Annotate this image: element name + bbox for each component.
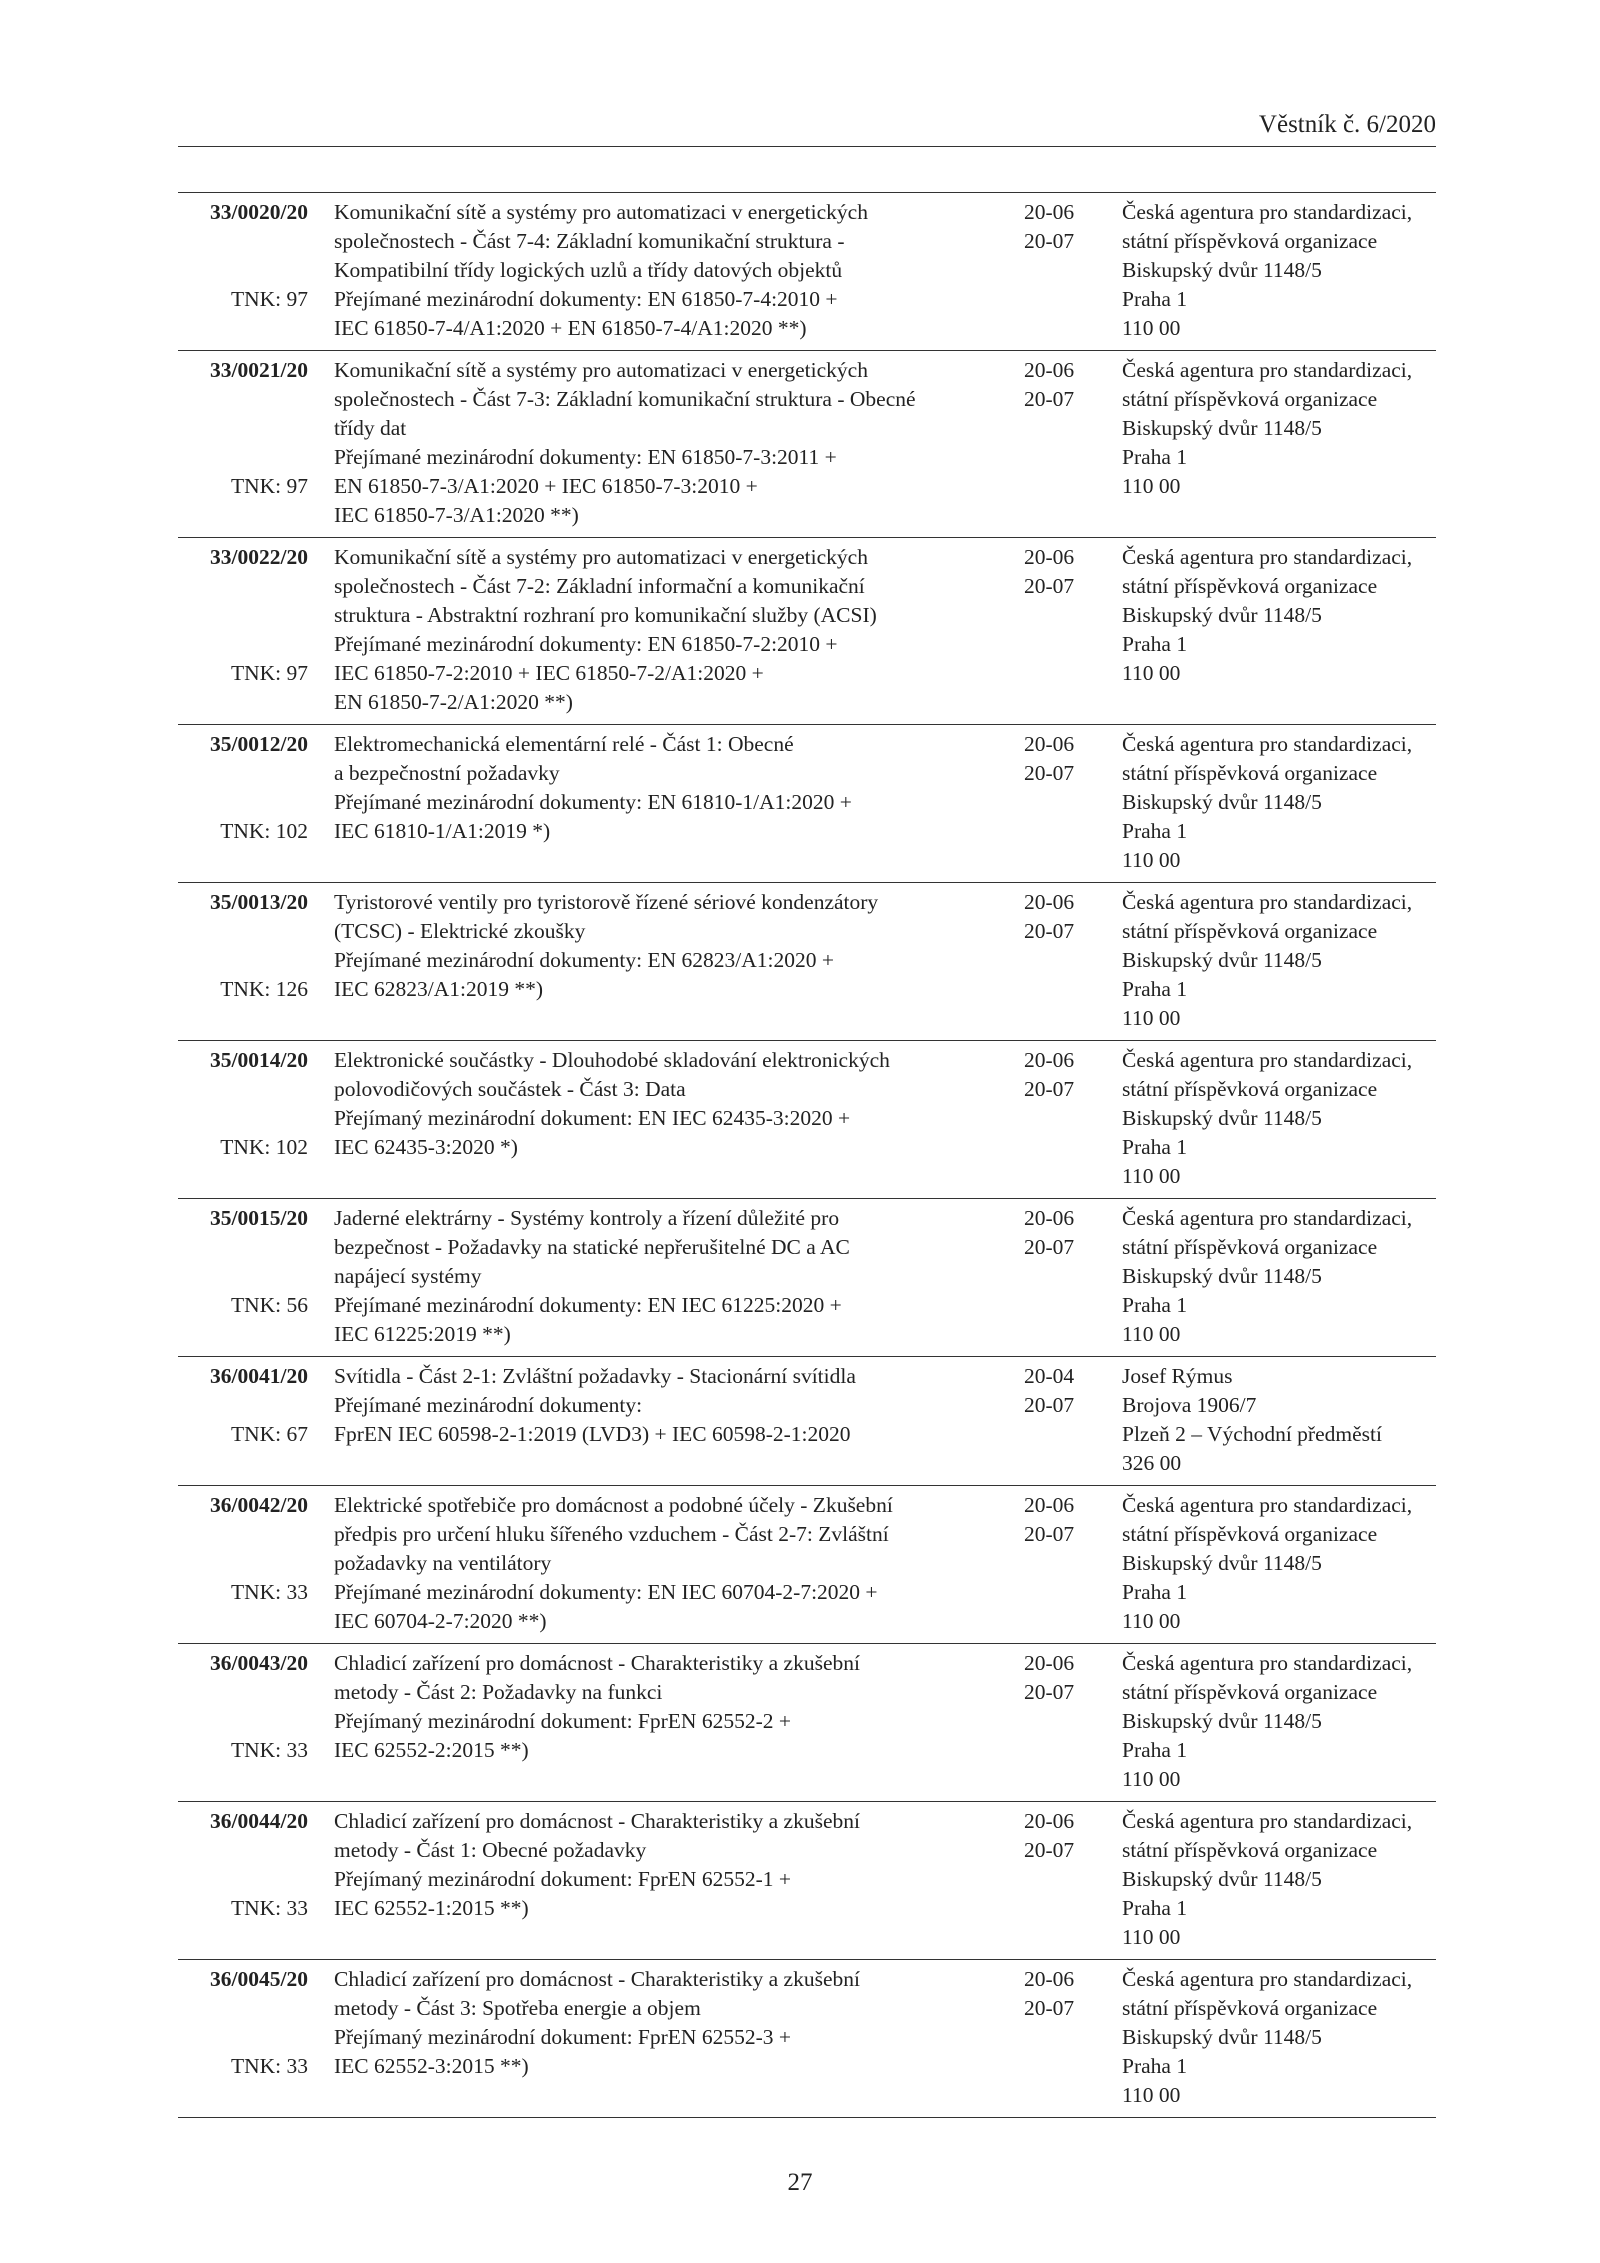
organization-line: státní příspěvková organizace	[1122, 1235, 1378, 1259]
table-row	[178, 1486, 1436, 1644]
description-line: Přejímané mezinárodní dokumenty: EN 61850-7-4:2010 +	[334, 287, 838, 311]
table-row	[178, 193, 1436, 351]
description-line: požadavky na ventilátory	[334, 1551, 552, 1575]
tnk-label: TNK: 126	[220, 977, 308, 1001]
entry-id: 33/0020/20	[210, 200, 308, 224]
tnk-label: TNK: 67	[230, 1422, 308, 1446]
table-row	[178, 1199, 1436, 1357]
organization-line: státní příspěvková organizace	[1122, 1838, 1378, 1862]
description-line: Přejímané mezinárodní dokumenty: EN IEC 60704-2-7:2020 +	[334, 1580, 878, 1604]
organization-line: 110 00	[1122, 316, 1181, 340]
entry-dates	[1024, 1807, 1094, 1952]
date-line: 20-07	[1024, 1077, 1075, 1101]
entry-dates	[1024, 1046, 1094, 1191]
entry-id-cell	[178, 1491, 308, 1636]
description-line: (TCSC) - Elektrické zkoušky	[334, 919, 586, 943]
entry-id: 35/0014/20	[210, 1048, 308, 1072]
description-line: IEC 61810-1/A1:2019 *)	[334, 819, 551, 843]
organization-line: 110 00	[1122, 1322, 1181, 1346]
organization-line: Biskupský dvůr 1148/5	[1122, 790, 1322, 814]
organization-line: Česká agentura pro standardizaci,	[1122, 1206, 1413, 1230]
entry-dates	[1024, 1491, 1094, 1636]
description-line: Přejímané mezinárodní dokumenty: EN 62823/A1:2020 +	[334, 948, 834, 972]
description-line: Přejímané mezinárodní dokumenty:	[334, 1393, 643, 1417]
entry-organization	[1122, 1807, 1436, 1952]
description-line: Elektromechanická elementární relé - Část 1: Obecné	[334, 732, 794, 756]
entry-id: 33/0022/20	[210, 545, 308, 569]
description-line: Kompatibilní třídy logických uzlů a třídy datových objektů	[334, 258, 843, 282]
table-row	[178, 883, 1436, 1041]
entry-id: 36/0043/20	[210, 1651, 308, 1675]
table-row	[178, 725, 1436, 883]
tnk-label: TNK: 33	[230, 1896, 308, 1920]
organization-line: Česká agentura pro standardizaci,	[1122, 358, 1413, 382]
organization-line: 110 00	[1122, 1925, 1181, 1949]
entry-organization	[1122, 1649, 1436, 1794]
entry-id-cell	[178, 1965, 308, 2110]
description-line: Elektrické spotřebiče pro domácnost a podobné účely - Zkušební	[334, 1493, 893, 1517]
entry-dates	[1024, 543, 1094, 717]
organization-line: 110 00	[1122, 1767, 1181, 1791]
description-line: Přejímaný mezinárodní dokument: FprEN 62552-2 +	[334, 1709, 791, 1733]
entry-id-cell	[178, 356, 308, 530]
organization-line: Praha 1	[1122, 445, 1188, 469]
description-line: IEC 61850-7-3/A1:2020 **)	[334, 503, 579, 527]
table-row	[178, 351, 1436, 538]
entry-dates	[1024, 1362, 1094, 1478]
date-line: 20-06	[1024, 1967, 1075, 1991]
entry-id-cell	[178, 888, 308, 1033]
date-line: 20-07	[1024, 1522, 1075, 1546]
tnk-label: TNK: 102	[220, 1135, 308, 1159]
date-line: 20-06	[1024, 200, 1075, 224]
entry-dates	[1024, 198, 1094, 343]
organization-line: Plzeň 2 – Východní předměstí	[1122, 1422, 1382, 1446]
date-line: 20-07	[1024, 387, 1075, 411]
organization-line: státní příspěvková organizace	[1122, 1996, 1378, 2020]
entry-description	[334, 1204, 1024, 1349]
date-line: 20-07	[1024, 1996, 1075, 2020]
page-header-title: Věstník č. 6/2020	[1258, 111, 1436, 138]
entry-id-cell	[178, 1046, 308, 1191]
entry-id: 33/0021/20	[210, 358, 308, 382]
organization-line: Česká agentura pro standardizaci,	[1122, 1493, 1413, 1517]
entry-id-cell	[178, 1649, 308, 1794]
description-line: FprEN IEC 60598-2-1:2019 (LVD3) + IEC 60598-2-1:2020	[334, 1422, 851, 1446]
entry-organization	[1122, 1046, 1436, 1191]
description-line: metody - Část 3: Spotřeba energie a objem	[334, 1996, 701, 2020]
organization-line: Biskupský dvůr 1148/5	[1122, 1106, 1322, 1130]
description-line: Přejímaný mezinárodní dokument: EN IEC 62435-3:2020 +	[334, 1106, 851, 1130]
organization-line: Česká agentura pro standardizaci,	[1122, 1048, 1413, 1072]
organization-line: Česká agentura pro standardizaci,	[1122, 1809, 1413, 1833]
entry-id: 36/0041/20	[210, 1364, 308, 1388]
description-line: IEC 62552-3:2015 **)	[334, 2054, 529, 2078]
organization-line: Biskupský dvůr 1148/5	[1122, 948, 1322, 972]
tnk-label: TNK: 56	[230, 1293, 308, 1317]
description-line: struktura - Abstraktní rozhraní pro komunikační služby (ACSI)	[334, 603, 877, 627]
organization-line: 110 00	[1122, 2083, 1181, 2107]
organization-line: Praha 1	[1122, 1738, 1188, 1762]
table-row	[178, 1960, 1436, 2118]
organization-line: 110 00	[1122, 661, 1181, 685]
date-line: 20-06	[1024, 890, 1075, 914]
organization-line: Praha 1	[1122, 819, 1188, 843]
date-line: 20-06	[1024, 1493, 1075, 1517]
description-line: Elektronické součástky - Dlouhodobé skladování elektronických	[334, 1048, 890, 1072]
description-line: Komunikační sítě a systémy pro automatizaci v energetických	[334, 545, 868, 569]
description-line: Přejímané mezinárodní dokumenty: EN 61850-7-2:2010 +	[334, 632, 838, 656]
organization-line: Josef Rýmus	[1122, 1364, 1233, 1388]
description-line: Jaderné elektrárny - Systémy kontroly a řízení důležité pro	[334, 1206, 840, 1230]
description-line: IEC 61850-7-2:2010 + IEC 61850-7-2/A1:2020 +	[334, 661, 764, 685]
entry-id-cell	[178, 1807, 308, 1952]
table-row	[178, 1644, 1436, 1802]
entry-organization	[1122, 543, 1436, 717]
organization-line: státní příspěvková organizace	[1122, 919, 1378, 943]
entry-id-cell	[178, 1362, 308, 1478]
description-line: Chladicí zařízení pro domácnost - Charakteristiky a zkušební	[334, 1809, 860, 1833]
description-line: společnostech - Část 7-4: Základní komunikační struktura -	[334, 229, 845, 253]
entry-dates	[1024, 730, 1094, 875]
entry-dates	[1024, 356, 1094, 530]
entry-id: 36/0042/20	[210, 1493, 308, 1517]
date-line: 20-06	[1024, 1048, 1075, 1072]
organization-line: Praha 1	[1122, 287, 1188, 311]
tnk-label: TNK: 97	[230, 661, 308, 685]
entry-id: 35/0013/20	[210, 890, 308, 914]
organization-line: státní příspěvková organizace	[1122, 1680, 1378, 1704]
entry-description	[334, 1965, 1024, 2110]
description-line: IEC 62552-1:2015 **)	[334, 1896, 529, 1920]
description-line: předpis pro určení hluku šířeného vzduchem - Část 2-7: Zvláštní	[334, 1522, 889, 1546]
entry-id-cell	[178, 1204, 308, 1349]
description-line: Chladicí zařízení pro domácnost - Charakteristiky a zkušební	[334, 1651, 860, 1675]
page-number: 27	[787, 2169, 813, 2196]
description-line: IEC 61225:2019 **)	[334, 1322, 511, 1346]
standards-table	[178, 192, 1436, 2118]
entry-organization	[1122, 356, 1436, 530]
organization-line: Brojova 1906/7	[1122, 1393, 1257, 1417]
organization-line: 110 00	[1122, 848, 1181, 872]
date-line: 20-06	[1024, 732, 1075, 756]
entry-organization	[1122, 730, 1436, 875]
description-line: EN 61850-7-2/A1:2020 **)	[334, 690, 573, 714]
organization-line: státní příspěvková organizace	[1122, 229, 1378, 253]
tnk-label: TNK: 97	[230, 474, 308, 498]
description-line: Svítidla - Část 2-1: Zvláštní požadavky - Stacionární svítidla	[334, 1364, 856, 1388]
description-line: IEC 62823/A1:2019 **)	[334, 977, 544, 1001]
table-row	[178, 1357, 1436, 1486]
description-line: Přejímané mezinárodní dokumenty: EN IEC 61225:2020 +	[334, 1293, 842, 1317]
tnk-label: TNK: 33	[230, 2054, 308, 2078]
table-row	[178, 538, 1436, 725]
date-line: 20-06	[1024, 1206, 1075, 1230]
description-line: napájecí systémy	[334, 1264, 482, 1288]
description-line: IEC 60704-2-7:2020 **)	[334, 1609, 547, 1633]
description-line: IEC 62435-3:2020 *)	[334, 1135, 518, 1159]
organization-line: Česká agentura pro standardizaci,	[1122, 200, 1413, 224]
organization-line: Česká agentura pro standardizaci,	[1122, 545, 1413, 569]
tnk-label: TNK: 33	[230, 1580, 308, 1604]
entry-id-cell	[178, 543, 308, 717]
organization-line: Praha 1	[1122, 2054, 1188, 2078]
entry-dates	[1024, 888, 1094, 1033]
entry-id: 36/0045/20	[210, 1967, 308, 1991]
description-line: bezpečnost - Požadavky na statické nepřerušitelné DC a AC	[334, 1235, 850, 1259]
table-row	[178, 1041, 1436, 1199]
entry-description	[334, 1362, 1024, 1478]
entry-id: 35/0012/20	[210, 732, 308, 756]
entry-description	[334, 888, 1024, 1033]
description-line: společnostech - Část 7-2: Základní informační a komunikační	[334, 574, 865, 598]
entry-organization	[1122, 1204, 1436, 1349]
organization-line: 326 00	[1122, 1451, 1182, 1475]
entry-description	[334, 198, 1024, 343]
organization-line: státní příspěvková organizace	[1122, 1522, 1378, 1546]
description-line: společnostech - Část 7-3: Základní komunikační struktura - Obecné	[334, 387, 916, 411]
entry-id: 36/0044/20	[210, 1809, 308, 1833]
organization-line: Biskupský dvůr 1148/5	[1122, 603, 1322, 627]
description-line: Tyristorové ventily pro tyristorově řízené sériové kondenzátory	[334, 890, 879, 914]
date-line: 20-06	[1024, 358, 1075, 382]
tnk-label: TNK: 102	[220, 819, 308, 843]
organization-line: Česká agentura pro standardizaci,	[1122, 1651, 1413, 1675]
organization-line: státní příspěvková organizace	[1122, 387, 1378, 411]
entry-organization	[1122, 1965, 1436, 2110]
organization-line: 110 00	[1122, 1006, 1181, 1030]
entry-id-cell	[178, 730, 308, 875]
date-line: 20-06	[1024, 1809, 1075, 1833]
description-line: IEC 61850-7-4/A1:2020 + EN 61850-7-4/A1:2020 **)	[334, 316, 807, 340]
date-line: 20-07	[1024, 1680, 1075, 1704]
organization-line: Biskupský dvůr 1148/5	[1122, 1867, 1322, 1891]
organization-line: Biskupský dvůr 1148/5	[1122, 258, 1322, 282]
organization-line: Praha 1	[1122, 1135, 1188, 1159]
description-line: Přejímané mezinárodní dokumenty: EN 61810-1/A1:2020 +	[334, 790, 852, 814]
organization-line: Biskupský dvůr 1148/5	[1122, 1551, 1322, 1575]
tnk-label: TNK: 97	[230, 287, 308, 311]
tnk-label: TNK: 33	[230, 1738, 308, 1762]
description-line: Přejímané mezinárodní dokumenty: EN 61850-7-3:2011 +	[334, 445, 837, 469]
description-line: třídy dat	[334, 416, 407, 440]
entry-description	[334, 1046, 1024, 1191]
description-line: a bezpečnostní požadavky	[334, 761, 560, 785]
organization-line: Biskupský dvůr 1148/5	[1122, 416, 1322, 440]
entry-id: 35/0015/20	[210, 1206, 308, 1230]
date-line: 20-07	[1024, 1393, 1075, 1417]
organization-line: státní příspěvková organizace	[1122, 1077, 1378, 1101]
organization-line: Praha 1	[1122, 1580, 1188, 1604]
description-line: Komunikační sítě a systémy pro automatizaci v energetických	[334, 358, 868, 382]
entry-description	[334, 1807, 1024, 1952]
entry-description	[334, 356, 1024, 530]
organization-line: státní příspěvková organizace	[1122, 574, 1378, 598]
organization-line: Česká agentura pro standardizaci,	[1122, 732, 1413, 756]
entry-description	[334, 1491, 1024, 1636]
description-line: Přejímaný mezinárodní dokument: FprEN 62552-1 +	[334, 1867, 791, 1891]
entry-dates	[1024, 1204, 1094, 1349]
organization-line: Praha 1	[1122, 632, 1188, 656]
organization-line: 110 00	[1122, 1609, 1181, 1633]
organization-line: státní příspěvková organizace	[1122, 761, 1378, 785]
description-line: metody - Část 1: Obecné požadavky	[334, 1838, 647, 1862]
organization-line: Praha 1	[1122, 977, 1188, 1001]
date-line: 20-06	[1024, 545, 1075, 569]
entry-dates	[1024, 1649, 1094, 1794]
entry-description	[334, 543, 1024, 717]
table-row	[178, 1802, 1436, 1960]
organization-line: Česká agentura pro standardizaci,	[1122, 890, 1413, 914]
organization-line: Biskupský dvůr 1148/5	[1122, 2025, 1322, 2049]
description-line: Komunikační sítě a systémy pro automatizaci v energetických	[334, 200, 868, 224]
entry-description	[334, 1649, 1024, 1794]
entry-organization	[1122, 1491, 1436, 1636]
organization-line: Česká agentura pro standardizaci,	[1122, 1967, 1413, 1991]
entry-description	[334, 730, 1024, 875]
description-line: Přejímaný mezinárodní dokument: FprEN 62552-3 +	[334, 2025, 791, 2049]
organization-line: Praha 1	[1122, 1896, 1188, 1920]
date-line: 20-06	[1024, 1651, 1075, 1675]
organization-line: Biskupský dvůr 1148/5	[1122, 1709, 1322, 1733]
organization-line: 110 00	[1122, 1164, 1181, 1188]
header-divider	[178, 146, 1436, 147]
description-line: metody - Část 2: Požadavky na funkci	[334, 1680, 663, 1704]
description-line: EN 61850-7-3/A1:2020 + IEC 61850-7-3:2010 +	[334, 474, 758, 498]
description-line: Chladicí zařízení pro domácnost - Charakteristiky a zkušební	[334, 1967, 860, 1991]
date-line: 20-04	[1024, 1364, 1075, 1388]
entry-dates	[1024, 1965, 1094, 2110]
date-line: 20-07	[1024, 229, 1075, 253]
date-line: 20-07	[1024, 761, 1075, 785]
organization-line: Biskupský dvůr 1148/5	[1122, 1264, 1322, 1288]
entry-organization	[1122, 888, 1436, 1033]
organization-line: 110 00	[1122, 474, 1181, 498]
date-line: 20-07	[1024, 574, 1075, 598]
entry-id-cell	[178, 198, 308, 343]
description-line: polovodičových součástek - Část 3: Data	[334, 1077, 686, 1101]
description-line: IEC 62552-2:2015 **)	[334, 1738, 529, 1762]
entry-organization	[1122, 198, 1436, 343]
entry-organization	[1122, 1362, 1436, 1478]
organization-line: Praha 1	[1122, 1293, 1188, 1317]
date-line: 20-07	[1024, 1235, 1075, 1259]
date-line: 20-07	[1024, 1838, 1075, 1862]
date-line: 20-07	[1024, 919, 1075, 943]
